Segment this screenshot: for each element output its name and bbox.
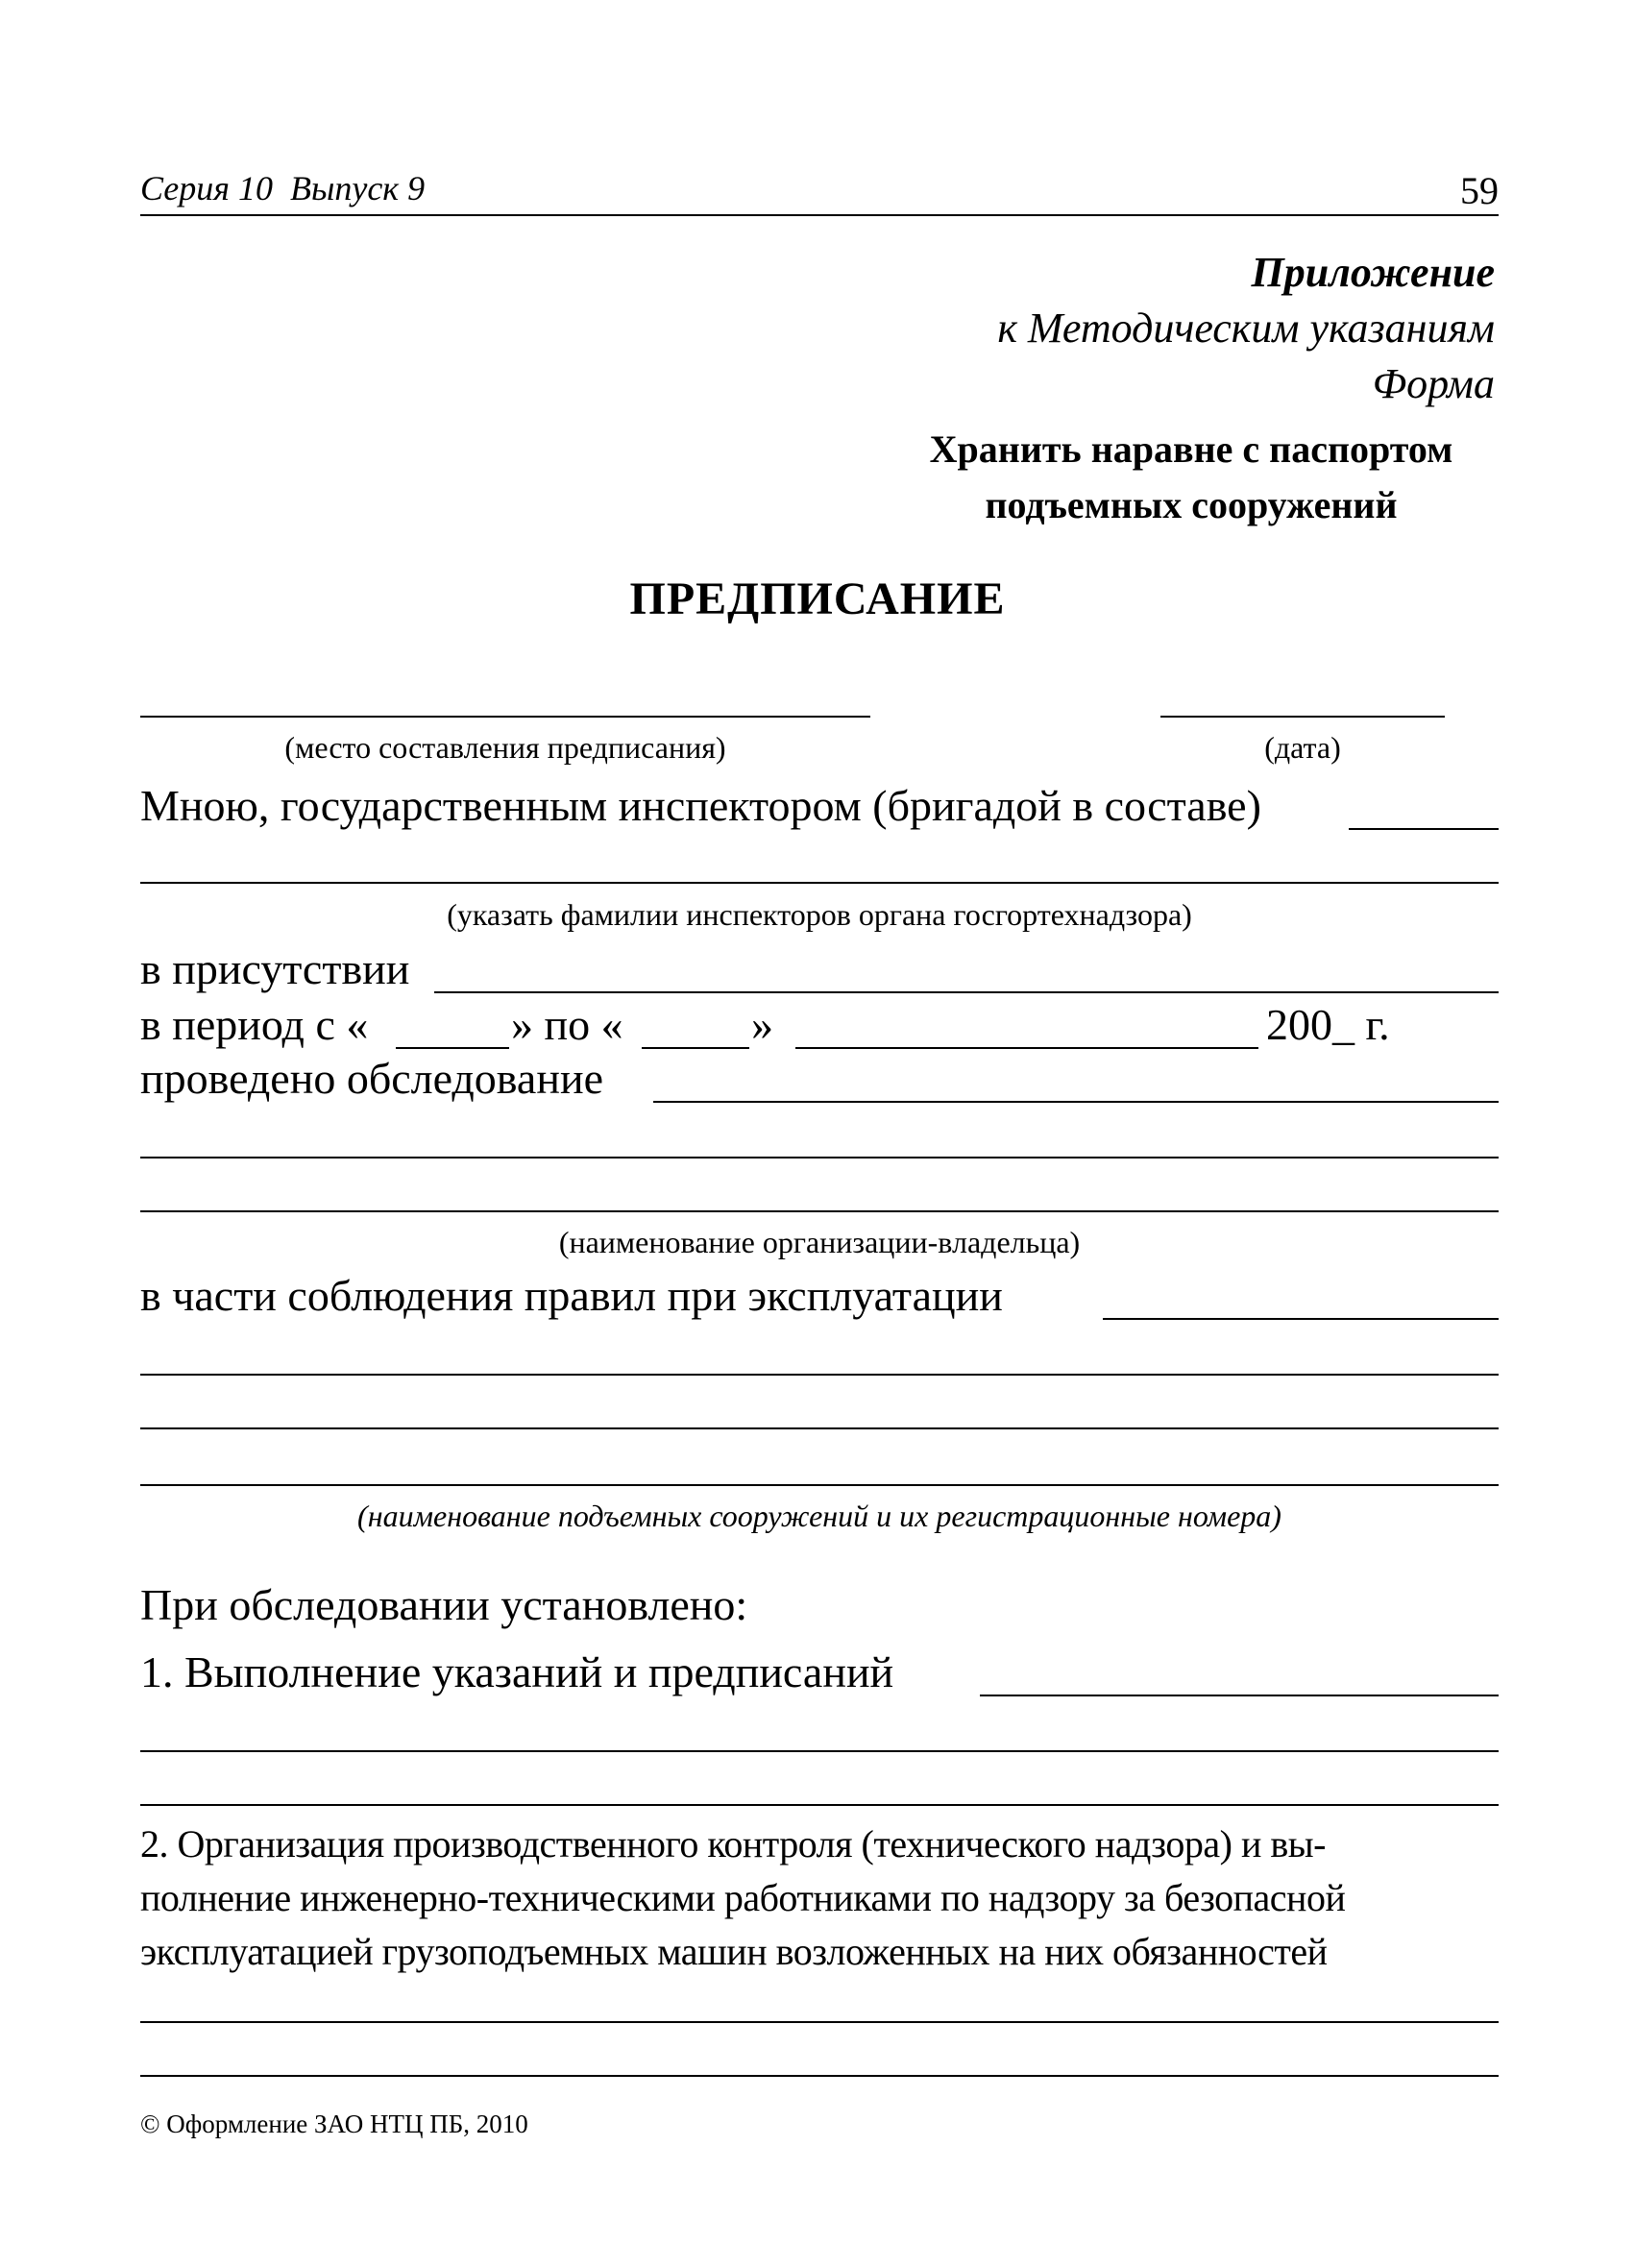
- period-from-label: в период с «: [140, 1000, 369, 1049]
- page-number: 59: [1460, 169, 1499, 212]
- presence-field-line[interactable]: [434, 991, 1499, 993]
- inspector-field-line[interactable]: [1349, 828, 1499, 830]
- keep-note-line-1: Хранить наравне с паспортом: [929, 427, 1453, 471]
- document-title: ПРЕДПИСАНИЕ: [629, 573, 1006, 624]
- keep-note-line-2: подъемных сооружений: [985, 483, 1398, 526]
- finding-item-2-line-3: эксплуатацией грузоподъемных машин возложенных на них обязанностей: [140, 1930, 1328, 1973]
- inspectors-caption: (указать фамилии инспекторов органа госгортехнадзора): [447, 897, 1192, 932]
- period-month-line[interactable]: [795, 1047, 1258, 1049]
- series-issue-label: Серия 10 Выпуск 9: [140, 169, 426, 207]
- inspector-label: Мною, государственным инспектором (бригадой в составе): [140, 781, 1261, 830]
- compliance-field-line[interactable]: [1103, 1318, 1499, 1320]
- survey-field-line[interactable]: [653, 1101, 1499, 1103]
- appendix-form-label: Форма: [1372, 360, 1495, 407]
- finding-item-1-line-3[interactable]: [140, 1804, 1499, 1806]
- compliance-label: в части соблюдения правил при эксплуатации: [140, 1271, 1003, 1320]
- inspector-field-line-2[interactable]: [140, 882, 1499, 884]
- period-close-quote: »: [751, 1000, 773, 1049]
- place-field-line[interactable]: [140, 716, 870, 718]
- period-to-label: » по «: [511, 1000, 623, 1049]
- organization-caption: (наименование организации-владельца): [558, 1225, 1081, 1259]
- place-caption: (место составления предписания): [284, 730, 726, 765]
- year-label: 200_ г.: [1266, 1000, 1390, 1049]
- presence-label: в присутствии: [140, 944, 410, 993]
- appendix-reference: к Методическим указаниям: [997, 305, 1495, 352]
- equipment-caption: (наименование подъемных сооружений и их регистрационные номера): [357, 1499, 1281, 1533]
- finding-item-1-line[interactable]: [980, 1695, 1499, 1696]
- finding-item-2-line-1: 2. Организация производственного контроля (технического надзора) и вы-: [140, 1822, 1326, 1866]
- finding-item-2-line-2: полнение инженерно-техническими работниками по надзору за безопасной: [140, 1876, 1346, 1919]
- appendix-title: Приложение: [1251, 249, 1495, 296]
- finding-item-2-line-4[interactable]: [140, 2021, 1499, 2023]
- survey-field-line-2[interactable]: [140, 1157, 1499, 1158]
- header-rule: [140, 214, 1499, 216]
- survey-field-line-3[interactable]: [140, 1210, 1499, 1212]
- date-field-line[interactable]: [1160, 716, 1445, 718]
- date-caption: (дата): [1264, 730, 1341, 765]
- compliance-field-line-3[interactable]: [140, 1427, 1499, 1429]
- period-from-day-line[interactable]: [396, 1047, 509, 1049]
- finding-item-2-line-5[interactable]: [140, 2075, 1499, 2077]
- copyright-footer: © Оформление ЗАО НТЦ ПБ, 2010: [140, 2109, 528, 2138]
- period-to-day-line[interactable]: [642, 1047, 749, 1049]
- survey-label: проведено обследование: [140, 1054, 603, 1103]
- finding-item-1-line-2[interactable]: [140, 1750, 1499, 1752]
- compliance-field-line-2[interactable]: [140, 1374, 1499, 1376]
- compliance-field-line-4[interactable]: [140, 1484, 1499, 1486]
- finding-item-1-label: 1. Выполнение указаний и предписаний: [140, 1647, 894, 1696]
- findings-intro: При обследовании установлено:: [140, 1580, 748, 1629]
